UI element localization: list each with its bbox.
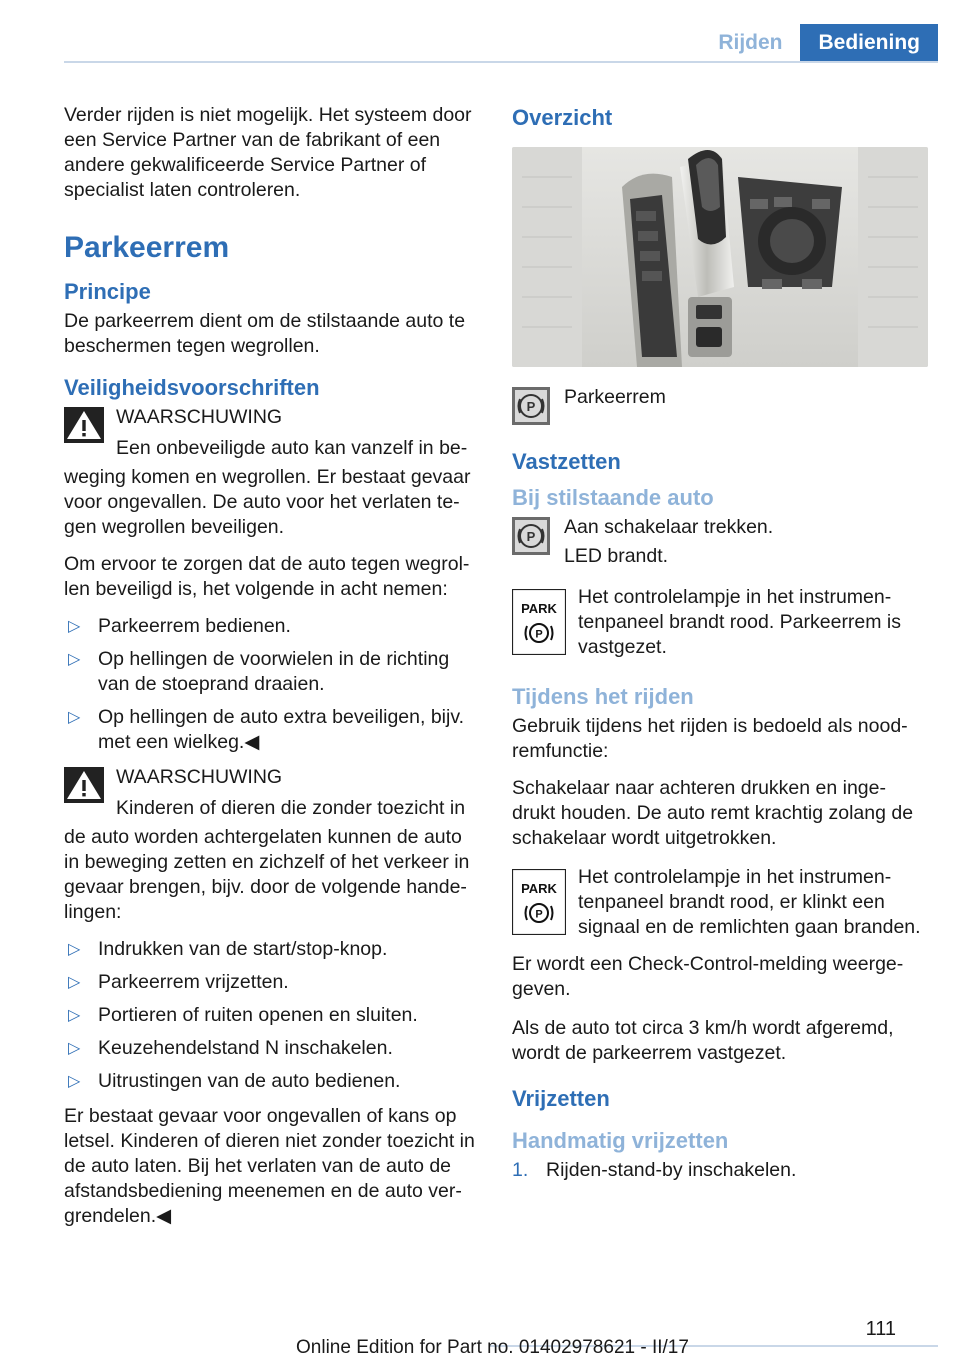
center-console-image (512, 147, 928, 367)
principle-text: De parkeerrem dient om de stilstaande auto te beschermen tegen wegrollen. (64, 310, 466, 357)
intro-paragraph: Verder rijden is niet mogelijk. Het systeem door een Service Partner van de fabrikant of een andere gekwalificeerde Service Partner of specialist laten controleren. (64, 104, 472, 201)
list-item: ▷ Indrukken van de start/stop-knop. (68, 938, 388, 960)
release-steps (512, 1158, 928, 1183)
warning-block-2 (64, 765, 478, 821)
list-item: ▷ Parkeerrem bedienen. (68, 615, 291, 637)
tab-rijden[interactable]: Rijden (700, 24, 800, 62)
triangle-bullet-icon: ▷ (68, 618, 81, 635)
overview-heading: Overzicht (512, 105, 613, 130)
triangle-bullet-icon: ▷ (68, 709, 81, 726)
list-item: ▷ Parkeerrem vrijzetten. (68, 971, 289, 993)
section-title: Parkeerrem (64, 231, 230, 264)
triangle-bullet-icon: ▷ (68, 1040, 81, 1057)
triangle-bullet-icon: ▷ (68, 651, 81, 668)
list-item: ▷ Portieren of ruiten openen en sluiten. (68, 1004, 418, 1026)
list-item (512, 1158, 928, 1183)
warning-closing: Er bestaat gevaar voor ongevallen of kans op letsel. Kinderen of dieren niet zonder toezicht in de auto laten. Bij het verlaten van de auto de afstandsbediening meenemen en de auto ver-grendelen.◀ (64, 1105, 475, 1227)
triangle-bullet-icon: ▷ (68, 974, 81, 991)
warning2-list (64, 937, 478, 1094)
svg-text:PARK: PARK (521, 601, 557, 616)
driving-paragraph-4: Als de auto tot circa 3 km/h wordt afgeremd, wordt de parkeerrem vastgezet. (512, 1017, 894, 1064)
manual-release-heading: Handmatig vrijzetten (512, 1128, 729, 1153)
step-number: 1. (512, 1159, 529, 1181)
warning-paragraph: Om ervoor te zorgen dat de auto tegen wegrol-len beveiligd is, het volgende in acht nemen: (64, 553, 470, 600)
parking-brake-switch-icon (512, 387, 550, 425)
lock-heading: Vastzetten (512, 449, 621, 474)
standstill-row (512, 515, 928, 569)
park-indicator-icon (512, 869, 566, 935)
standstill-heading: Bij stilstaande auto (512, 485, 714, 510)
list-item: ▷ Uitrustingen van de auto bedienen. (68, 1070, 401, 1092)
standstill-line1: Aan schakelaar trekken. (564, 516, 774, 538)
legend-label: Parkeerrem (564, 386, 666, 408)
warning-text-line1: Een onbeveiligde auto kan vanzelf in be- (116, 437, 468, 459)
warning-text-rest: de auto worden achtergelaten kunnen de auto in beweging zetten en zichzelf of het verkeer in gevaar brengen, bijv. door de volgende hande-lingen: (64, 826, 470, 923)
edition-footer: Online Edition for Part no. 01402978621 - II/17 (296, 1337, 689, 1358)
park-indicator-text: Het controlelampje in het instrumen-tenpaneel brandt rood, er klinkt een signaal en de remlichten gaan branden. (578, 866, 921, 938)
safety-heading: Veiligheidsvoorschriften (64, 375, 320, 400)
page-number: 111 (865, 1318, 896, 1340)
warning-triangle-icon (64, 767, 104, 803)
driving-heading: Tijdens het rijden (512, 684, 694, 709)
principle-heading: Principe (64, 279, 151, 304)
standstill-line2: LED brandt. (564, 545, 669, 567)
warning1-list (64, 614, 478, 755)
svg-text:PARK: PARK (521, 881, 557, 896)
svg-text:P: P (526, 529, 536, 544)
step-text: Rijden-stand-by inschakelen. (546, 1159, 797, 1181)
park-indicator-row-2 (512, 865, 928, 940)
driving-paragraph-1: Gebruik tijdens het rijden is bedoeld als nood-remfunctie: (512, 715, 908, 762)
triangle-bullet-icon: ▷ (68, 1007, 81, 1024)
release-heading: Vrijzetten (512, 1086, 610, 1111)
triangle-bullet-icon: ▷ (68, 1073, 81, 1090)
list-item: ▷ Op hellingen de voorwielen in de richting van de stoeprand draaien. (68, 648, 450, 695)
driving-paragraph-2: Schakelaar naar achteren drukken en inge-drukt houden. De auto remt krachtig zolang de schakelaar wordt uitgetrokken. (512, 777, 914, 849)
svg-text:P: P (535, 628, 543, 641)
tab-bediening[interactable]: Bediening (800, 24, 938, 62)
warning-text-rest: weging komen en wegrollen. Er bestaat gevaar voor ongevallen. De auto voor het verlaten te-gen wegrollen beveiligen. (64, 466, 471, 538)
legend-row (512, 385, 928, 429)
list-item: ▷ Op hellingen de auto extra beveiligen, bijv. met een wielkeg.◀ (68, 706, 465, 753)
list-item: ▷ Keuzehendelstand N inschakelen. (68, 1037, 393, 1059)
park-indicator-row-1 (512, 585, 928, 660)
header-divider (64, 61, 938, 63)
center-console-photo (512, 147, 928, 367)
warning-title: WAARSCHUWING (116, 406, 283, 428)
park-indicator-text: Het controlelampje in het instrumen-tenpaneel brandt rood. Parkeerrem is vastgezet. (578, 586, 902, 658)
left-column (64, 103, 478, 1241)
right-column (512, 103, 928, 1183)
svg-text:P: P (535, 908, 543, 921)
warning-title: WAARSCHUWING (116, 766, 283, 788)
warning-block-1 (64, 405, 478, 461)
triangle-bullet-icon: ▷ (68, 941, 81, 958)
parking-brake-switch-icon (512, 517, 550, 555)
driving-paragraph-3: Er wordt een Check-Control-melding weerge-geven. (512, 953, 904, 1000)
svg-text:P: P (526, 399, 536, 414)
park-indicator-icon (512, 589, 566, 655)
warning-text-line1: Kinderen of dieren die zonder toezicht in (116, 797, 466, 819)
header-tabs (700, 24, 938, 62)
warning-triangle-icon (64, 407, 104, 443)
